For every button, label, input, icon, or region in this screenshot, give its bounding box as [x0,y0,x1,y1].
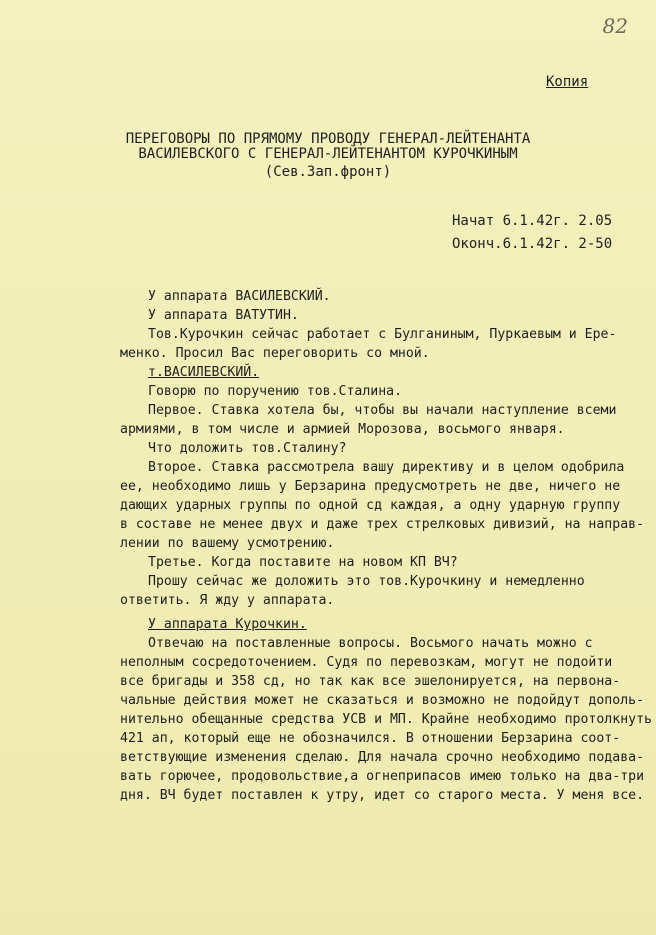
start-time: Начат 6.1.42г. 2.05 [452,213,613,229]
text-line: Тов.Курочкин сейчас работает с Булганиным, Пуркаевым и Ере- [148,327,617,342]
text-line: Отвечаю на поставленные вопросы. Восьмого начать можно с [148,636,593,651]
text-line: У аппарата ВАСИЛЕВСКИЙ. [148,289,331,304]
speaker-heading: У аппарата Курочкин. [148,617,307,632]
timestamps [452,210,612,256]
page-number: 82 [602,14,628,38]
text-line: менко. Просил Вас переговорить со мной. [120,346,430,361]
text-line: армиями, в том числе и армией Морозова, восьмого января. [120,422,565,437]
speaker-heading: т.ВАСИЛЕВСКИЙ. [148,365,260,380]
text-line: в составе не менее двух и даже трех стрелковых дивизий, на направ- [120,517,645,532]
text-line: все бригады и 358 сд, но так как все эшелонируется, на первона- [120,674,621,689]
text-line: нительно обещанные средства УСВ и МП. Крайне необходимо протолкнуть [120,712,652,727]
text-line: дня. ВЧ будет поставлен к утру, идет со старого места. У меня все. [120,788,645,803]
text-line: У аппарата ВАТУТИН. [148,308,299,323]
text-line: лении по вашему усмотрению. [120,536,335,551]
text-line: вать горючее, продовольствие,а огнеприпасов имею только на два-три [120,769,645,784]
text-line: Второе. Ставка рассмотрела вашу директиву и в целом одобрила [148,460,625,475]
text-line: Третье. Когда поставите на новом КП ВЧ? [148,555,458,570]
text-line: Прошу сейчас же доложить это тов.Курочкину и немедленно [148,574,585,589]
document-title [108,132,548,180]
title-line-3: (Сев.Зап.фронт) [264,164,392,180]
text-line: Первое. Ставка хотела бы, чтобы вы начали наступление всеми [148,403,617,418]
text-line: Что доложить тов.Сталину? [148,441,347,456]
text-line: ее, необходимо лишь у Берзарина предусмотреть не две, ничего не [120,479,621,494]
title-line-1: ПЕРЕГОВОРЫ ПО ПРЯМОМУ ПРОВОДУ ГЕНЕРАЛ-ЛЕЙТЕНАНТА [125,131,531,147]
copy-stamp: Копия [546,74,589,90]
text-line: неполным сосредоточением. Судя по перевозкам, могут не подойти [120,655,613,670]
title-line-2: ВАСИЛЕВСКОГО С ГЕНЕРАЛ-ЛЕЙТЕНАНТОМ КУРОЧКИНЫМ [138,146,518,162]
text-line: дающих ударных группы по одной сд каждая, а одну ударную группу [120,498,621,513]
text-line: Говорю по поручению тов.Сталина. [148,384,403,399]
end-time: Оконч.6.1.42г. 2-50 [452,236,613,252]
text-line: ветствующие изменения сделаю. Для начала срочно необходимо подава- [120,750,645,765]
text-line: ответить. Я жду у аппарата. [120,593,335,608]
text-line: чальные действия может не сказаться и возможно не подойдут дополь- [120,693,645,708]
text-line: 421 ап, который еще не обозначился. В отношении Берзарина соот- [120,731,621,746]
transcript-body [120,287,652,805]
